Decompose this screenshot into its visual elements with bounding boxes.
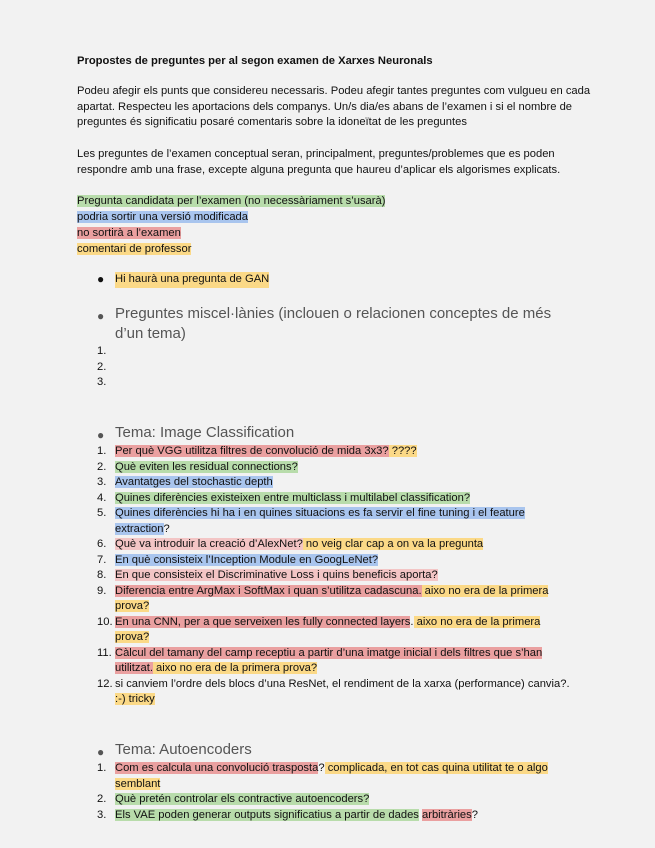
question-item: 2. Què eviten les residual connections? — [97, 460, 298, 473]
exam-note-paragraph: Les preguntes de l’examen conceptual seran, principalment, preguntes/problemes que es poden respondre amb una frase, excepte alguna pregunta que haureu d’aplicar els algorismes explicats. — [77, 148, 561, 176]
image-classification-title: Tema: Image Classification — [115, 424, 295, 441]
bullet-dot-icon: ● — [97, 745, 105, 759]
autoencoders-list — [97, 761, 577, 823]
list-item: 3. — [97, 376, 107, 388]
question-item: 6. Què va introduir la creació d’AlexNet? no veig clar cap a on va la pregunta — [97, 538, 484, 550]
question-item: 10. En una CNN, per a que serveixen les fully connected layers. aixo no era de la primera prova? — [97, 615, 541, 643]
question-item: 1. Com es calcula una convolució trasposta? complicada, en tot cas quina utilitat te o algo semblant — [97, 762, 548, 790]
legend-green: Pregunta candidata per l’examen (no necessàriament s’usarà) — [77, 195, 386, 207]
list-item: 1. — [97, 345, 107, 357]
question-item: 2. Què pretén controlar els contractive autoencoders? — [97, 793, 370, 805]
gan-note: Hi haurà una pregunta de GAN — [115, 272, 269, 288]
document-title: Propostes de preguntes per al segon examen de Xarxes Neuronals — [77, 55, 433, 67]
bullet-dot-icon: ● — [97, 309, 105, 323]
legend-red: no sortirà a l’examen — [77, 227, 181, 239]
misc-heading-line2: d’un tema) — [115, 325, 186, 342]
question-item: 12. si canviem l’ordre dels blocs d’una ResNet, el rendiment de la xarxa (performance) canvia?. :-) tricky — [97, 677, 570, 705]
legend-yellow: comentari de professor — [77, 243, 192, 255]
legend-blue: podria sortir una versió modificada — [77, 211, 249, 223]
color-legend — [77, 193, 385, 257]
misc-list — [97, 344, 577, 391]
question-item: 4. Quines diferències existeixen entre multiclass i multilabel classification? — [97, 491, 471, 504]
list-item: 2. — [97, 360, 107, 373]
question-item: 11. Càlcul del tamany del camp receptiu a partir d’una imatge inicial i dels filtres que s’han utilitzat. aixo no era de la primera prova? — [97, 646, 543, 674]
question-item: 3. Els VAE poden generar outputs significatius a partir de dades arbitràries? — [97, 808, 478, 821]
question-item: 3. Avantatges del stochastic depth — [97, 476, 273, 488]
intro-paragraph: Podeu afegir els punts que considereu necessaris. Podeu afegir tantes preguntes com vulgueu en cada apartat. Respecteu les aportacions dels companys. Un/s dia/es abans de l’examen i si el nombre de preguntes és significatiu posaré comentaris sobre la idoneïtat de les preguntes — [77, 85, 591, 128]
question-item: 8. En que consisteix el Discriminative Loss i quins beneficis aporta? — [97, 569, 438, 581]
bullet-dot-icon: ● — [97, 428, 105, 442]
misc-heading-line1: Preguntes miscel·lànies (inclouen o relacionen conceptes de més — [115, 305, 552, 322]
question-item: 7. En què consisteix l’Inception Module en GoogLeNet? — [97, 553, 379, 566]
bullet-dot-icon: ● — [97, 272, 105, 286]
question-item: 9. Diferencia entre ArgMax i SoftMax i quan s’utilitza cadascuna. aixo no era de la primera prova? — [97, 584, 549, 612]
question-item: 1. Per què VGG utilitza filtres de convolució de mida 3x3? ???? — [97, 445, 417, 457]
question-item: 5. Quines diferències hi ha i en quines situacions es fa servir el fine tuning i el feature extraction? — [97, 507, 525, 535]
image-classification-list — [97, 444, 577, 708]
autoencoders-title: Tema: Autoencoders — [115, 741, 252, 758]
